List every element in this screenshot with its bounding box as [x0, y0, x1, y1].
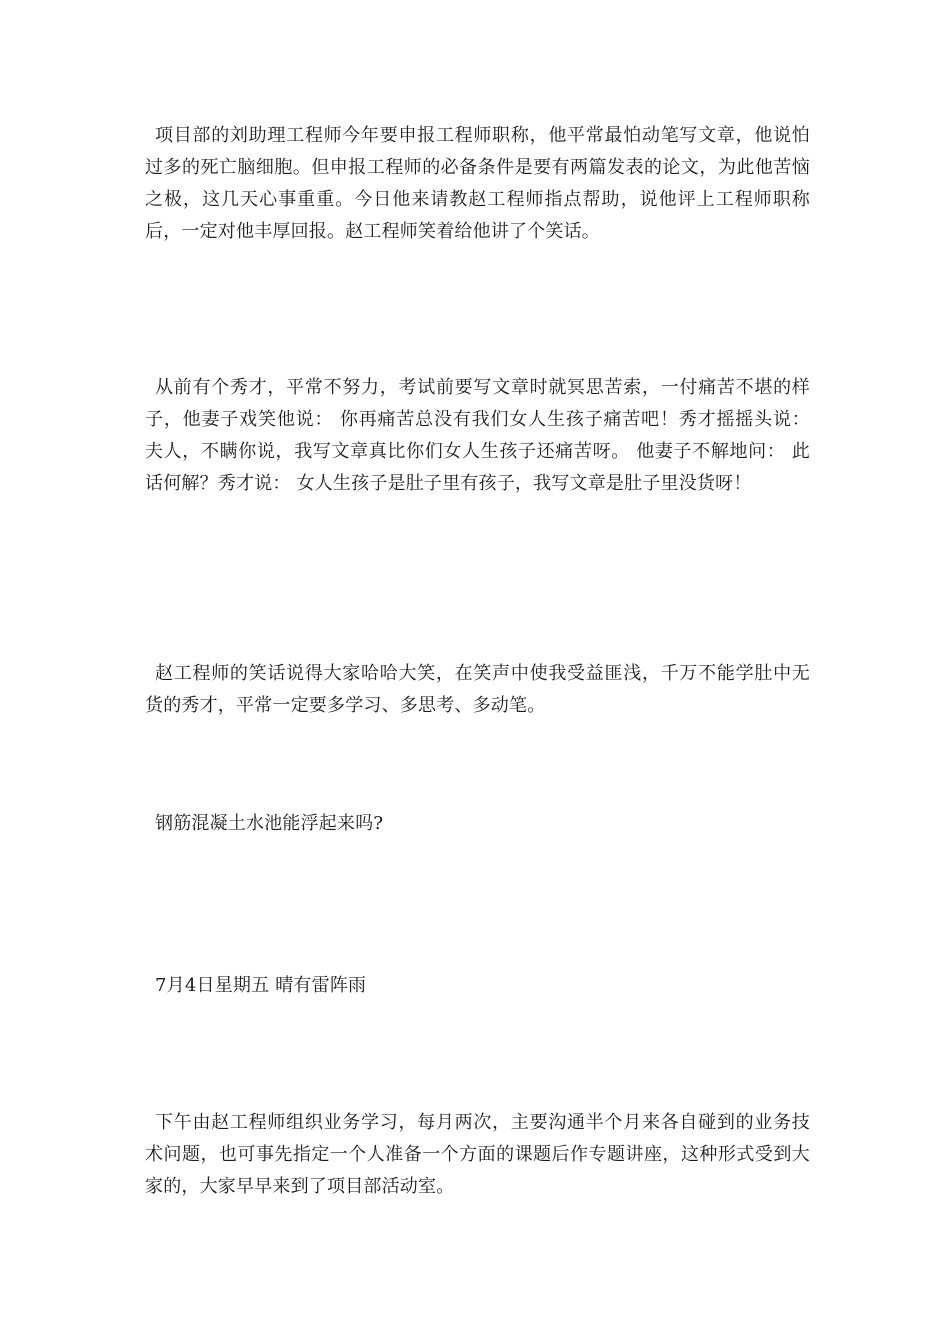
section-heading-question: 钢筋混凝土水池能浮起来吗?	[155, 813, 384, 834]
paragraph-scholar-joke: 从前有个秀才，平常不努力，考试前要写文章时就冥思苦索，一付痛苦不堪的样子，他妻子戏笑他说： 你再痛苦总没有我们女人生孩子痛苦吧！秀才摇摇头说： 夫人，不瞒你说，我写文章真比你们女人生孩子还痛苦呀。 他妻子不解地问： 此话何解？秀才说： 女人生孩子是肚子里有孩子，我写文章是肚子里没货呀！	[145, 377, 810, 494]
paragraph-engineer-title-application: 项目部的刘助理工程师今年要申报工程师职称，他平常最怕动笔写文章，他说怕过多的死亡脑细胞。但申报工程师的必备条件是要有两篇发表的论文，为此他苦恼之极，这几天心事重重。今日他来请教赵工程师指点帮助，说他评上工程师职称后，一定对他丰厚回报。赵工程师笑着给他讲了个笑话。	[145, 125, 810, 242]
diary-date-line: 7月4日星期五 晴有雷阵雨	[155, 975, 367, 996]
paragraph-joke-reflection: 赵工程师的笑话说得大家哈哈大笑，在笑声中使我受益匪浅，千万不能学肚中无货的秀才，平常一定要多学习、多思考、多动笔。	[145, 663, 810, 716]
paragraph-business-study: 下午由赵工程师组织业务学习，每月两次，主要沟通半个月来各自碰到的业务技术问题，也可事先指定一个人准备一个方面的课题后作专题讲座，这种形式受到大家的，大家早早来到了项目部活动室。	[145, 1112, 810, 1197]
